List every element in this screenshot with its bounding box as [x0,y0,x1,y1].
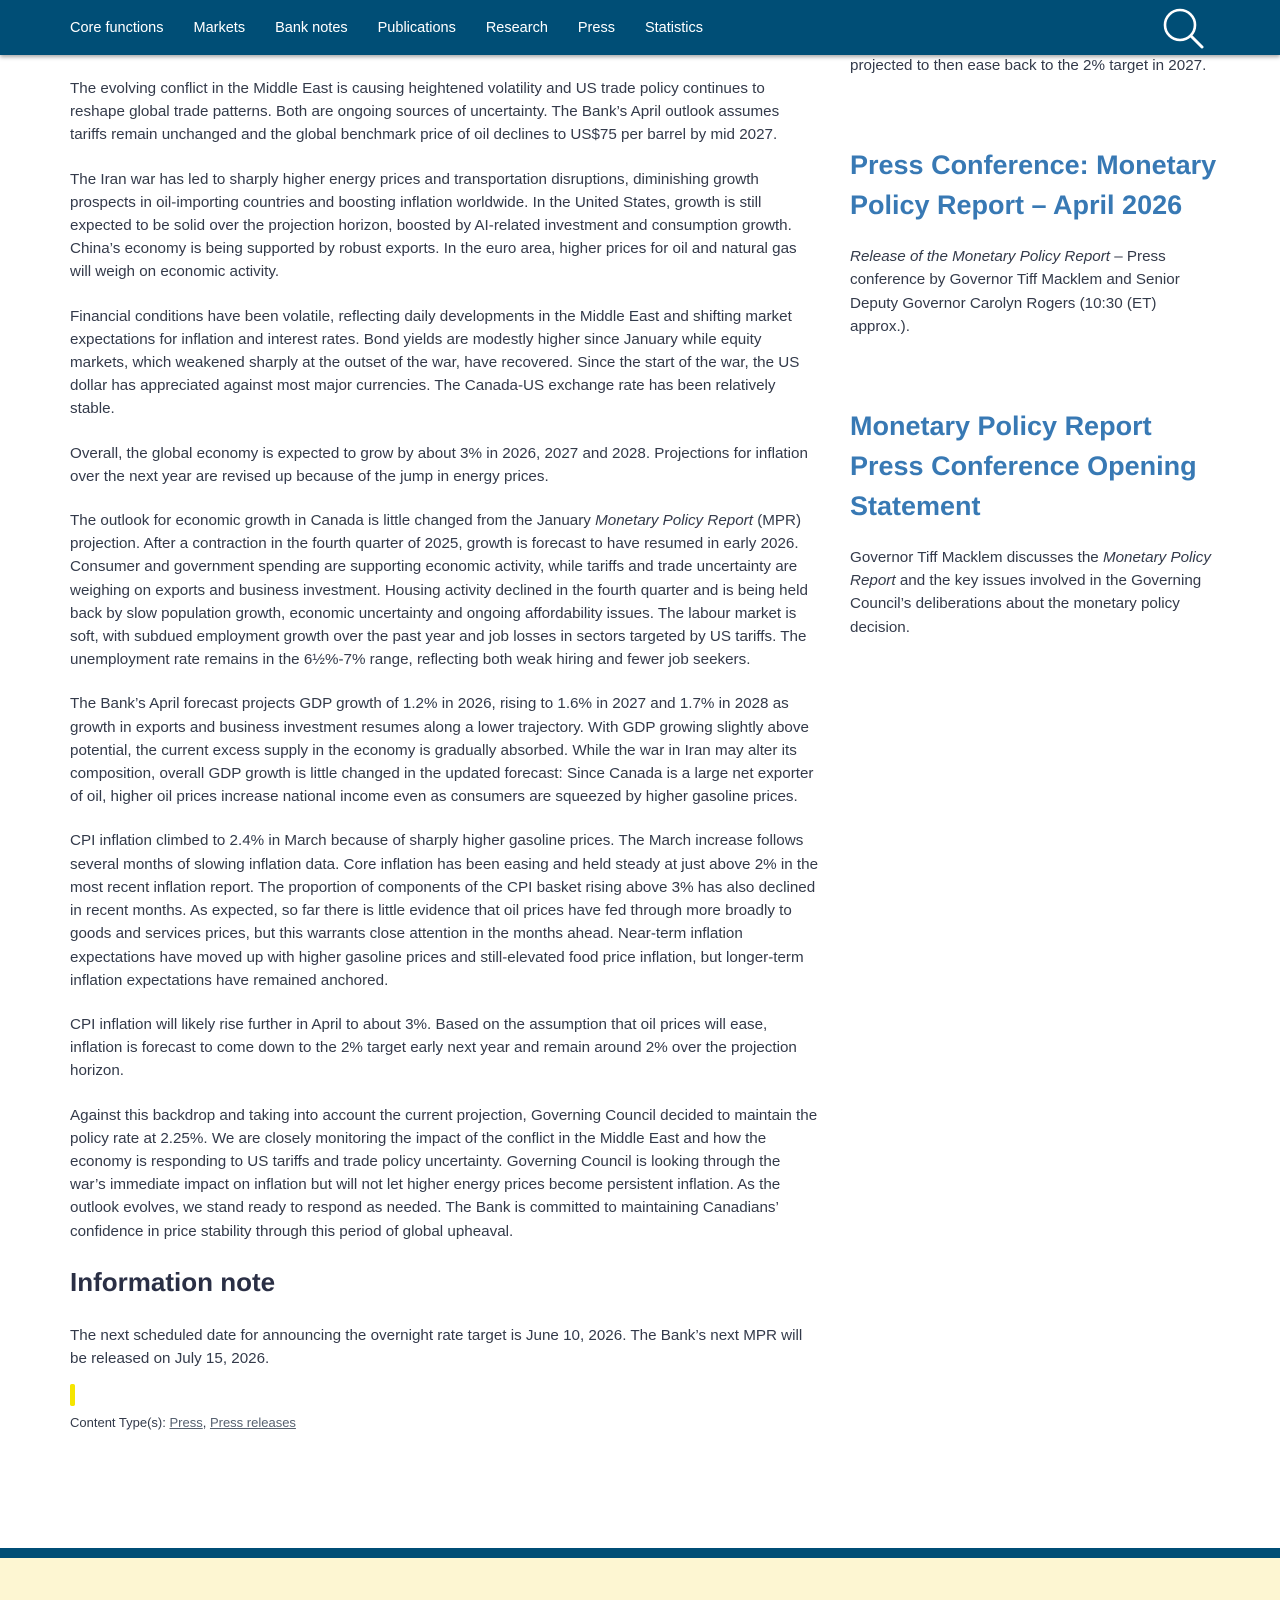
content-type-label: Content Type(s): [70,1415,170,1431]
text-emphasis: Monetary Policy Report [850,549,1211,590]
press-conference-description [850,245,1220,338]
sidebar-intro-text: projected to then ease back to the 2% target in 2027. [850,57,1207,74]
sidebar-item-press-conference [850,145,1220,338]
nav-menu [70,0,733,55]
paragraph-canada-outlook [70,509,820,671]
search-button[interactable] [1160,6,1208,52]
content-type-link-press[interactable]: Press [169,1415,203,1431]
sidebar-item-opening-statement [850,406,1220,639]
search-icon [1160,6,1208,52]
nav-item-core-functions[interactable]: Core functions [70,19,164,36]
nav-item-press[interactable]: Press [577,19,615,36]
sidebar [850,54,1220,707]
accent-marker [70,1384,75,1406]
main-content [70,30,820,1430]
paragraph-financial-conditions: Financial conditions have been volatile, reflecting daily developments in the Middle East and shifting market expectations for inflation and interest rates. Bond yields are modestly higher since January while equity markets, which weakened sharply at the outset of the war, have recovered. Since the start of the war, the US dollar has appreciated against most major currencies. The Canada-US exchange rate has been relatively stable. [70,307,800,418]
content-types [70,1415,820,1430]
text-segment: (MPR) projection. After a contraction in the fourth quarter of 2025, growth is forecast to have resumed in early 2026. Consumer and government spending are supporting economic activity, while tariffs and trade uncertainty are weighing on exports and business investment. Housing activity declined in the fourth quarter and is being held back by slow population growth, economic uncertainty and ongoing affordability issues. The labour market is soft, with subdued employment growth over the past year and job losses in sectors targeted by US tariffs. The unemployment rate remains in the 6½%-7% range, reflecting both weak hiring and fewer job seekers. [70,512,808,669]
content-type-link-press-releases[interactable]: Press releases [209,1415,296,1431]
content-type-separator: , [202,1415,210,1431]
text-emphasis: Release of the Monetary Policy Report [850,248,1111,266]
nav-item-research[interactable]: Research [485,19,548,36]
top-navigation [0,0,1280,55]
paragraph-policy-decision: Against this backdrop and taking into account the current projection, Governing Council decided to maintain the policy rate at 2.25%. We are closely monitoring the impact of the conflict in the Middle East and how the economy is responding to US tariffs and trade policy uncertainty. Governing Council is looking through the war’s immediate impact on inflation but will not let higher energy prices become persistent inflation. As the outlook evolves, we stand ready to respond as needed. The Bank is committed to maintaining Canadians’ confidence in price stability through this period of global upheaval. [70,1106,818,1240]
paragraph-cpi-march: CPI inflation climbed to 2.4% in March because of sharply higher gasoline prices. The March increase follows several months of slowing inflation data. Core inflation has been easing and held steady at just above 2% in the most recent inflation report. The proportion of components of the CPI basket rising above 3% has also declined in recent months. As expected, so far there is little evidence that oil prices have fed through more broadly to goods and services prices, but this warrants close attention in the months ahead. Near-term inflation expectations have moved up with higher gasoline prices and still-elevated food price inflation, but longer-term inflation expectations have remained anchored. [70,832,819,989]
text-segment: Governor Tiff Macklem discusses the [850,549,1103,567]
paragraph-cpi-april: CPI inflation will likely rise further in April to about 3%. Based on the assumption that oil prices will ease, inflation is forecast to come down to the 2% target early next year and remain around 2% over the projection horizon. [70,1015,797,1080]
paragraph-middle-east: The evolving conflict in the Middle East is causing heightened volatility and US trade policy continues to reshape global trade patterns. Both are ongoing sources of uncertainty. The Bank’s April outlook assumes tariffs remain unchanged and the global benchmark price of oil declines to US$75 per barrel by mid 2027. [70,80,780,144]
opening-statement-description [850,546,1220,639]
text-emphasis: Monetary Policy Report [595,512,753,530]
opening-statement-link[interactable]: Monetary Policy Report Press Conference Opening Statement [850,411,1197,522]
footer [0,1558,1280,1600]
footer-divider [0,1548,1280,1558]
press-conference-link[interactable]: Press Conference: Monetary Policy Report – April 2026 [850,150,1217,221]
information-note-heading: Information note [70,1266,276,1297]
nav-item-bank-notes[interactable]: Bank notes [275,19,348,36]
paragraph-gdp-forecast: The Bank’s April forecast projects GDP growth of 1.2% in 2026, rising to 1.6% in 2027 and 1.7% in 2028 as growth in exports and business investment resumes along a lower trajectory. With GDP growing slightly above potential, the current excess supply in the economy is gradually absorbed. While the war in Iran may alter its composition, overall GDP growth is little changed in the updated forecast: Since Canada is a large net exporter of oil, higher oil prices increase national income even as consumers are squeezed by higher gasoline prices. [70,695,814,806]
text-segment: and the key issues involved in the Governing Council’s deliberations about the monetary policy decision. [850,572,1202,636]
paragraph-iran-war: The Iran war has led to sharply higher energy prices and transportation disruptions, diminishing growth prospects in oil-importing countries and boosting inflation worldwide. In the United States, growth is still expected to be solid over the projection horizon, boosted by AI-related investment and consumption growth. China’s economy is being supported by robust exports. In the euro area, higher prices for oil and natural gas will weigh on economic activity. [70,170,797,281]
text-segment: – Press conference by Governor Tiff Macklem and Senior Deputy Governor Carolyn Rogers (10:30 (ET) approx.). [850,248,1180,335]
nav-item-markets[interactable]: Markets [193,19,246,36]
nav-item-publications[interactable]: Publications [377,19,456,36]
information-note-text: The next scheduled date for announcing the overnight rate target is June 10, 2026. The Bank’s next MPR will be released on July 15, 2026. [70,1326,803,1367]
text-segment: The outlook for economic growth in Canada is little changed from the January [70,512,596,530]
paragraph-global-economy: Overall, the global economy is expected to grow by about 3% in 2026, 2027 and 2028. Projections for inflation over the next year are revised up because of the jump in energy prices. [70,444,808,485]
nav-item-statistics[interactable]: Statistics [644,19,703,36]
